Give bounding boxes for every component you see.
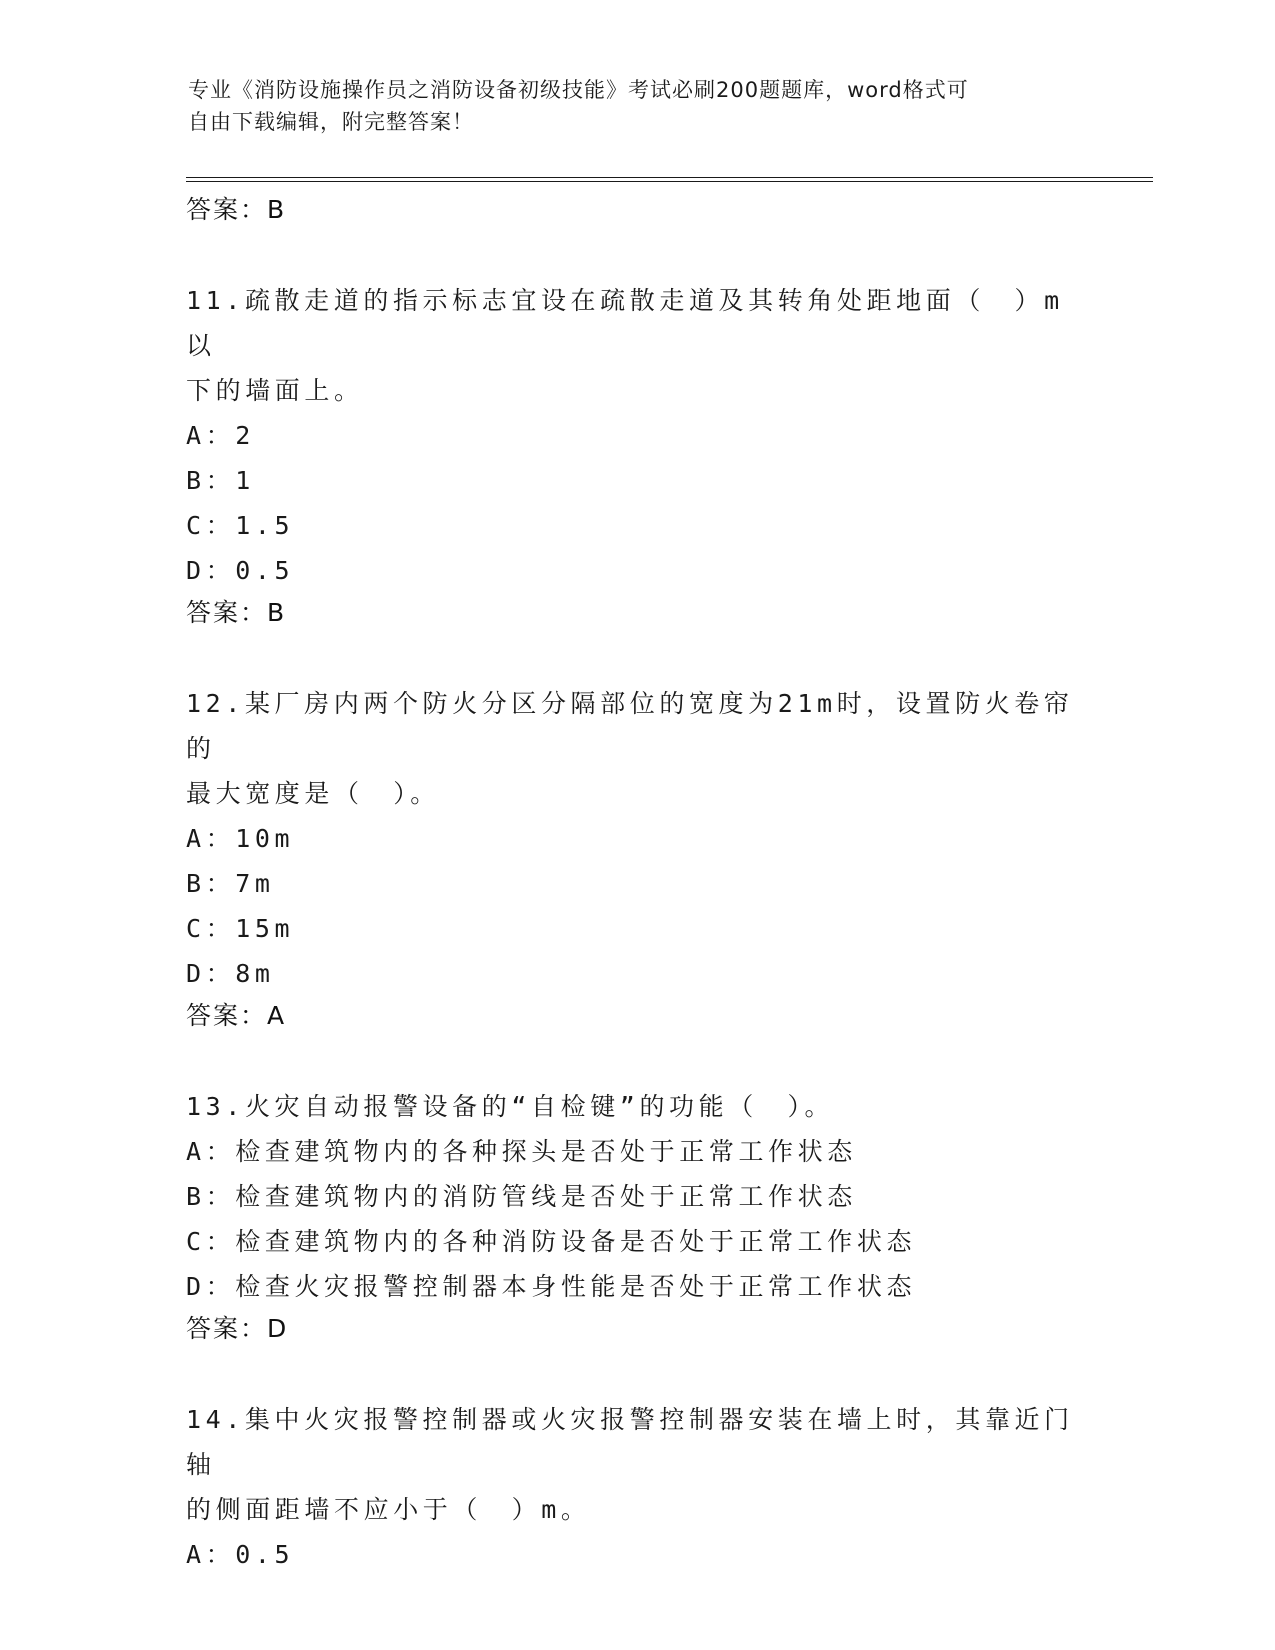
option-a: A：检查建筑物内的各种探头是否处于正常工作状态 <box>186 1137 857 1166</box>
question-block <box>186 1397 1086 1577</box>
question-stem-line: 最大宽度是（ ）。 <box>186 779 440 808</box>
option-a: A：2 <box>186 421 255 450</box>
option-b: B：7m <box>186 869 275 898</box>
question-block <box>186 278 1086 633</box>
question-stem-line: 13.火灾自动报警设备的“自检键”的功能（ ）。 <box>186 1092 835 1121</box>
option-a: A：10m <box>186 824 295 853</box>
option-d: D：0.5 <box>186 556 295 585</box>
option-a: A：0.5 <box>186 1540 295 1569</box>
answer-line: 答案：D <box>186 1314 289 1343</box>
option-c: C：15m <box>186 914 295 943</box>
question-list <box>186 190 1086 1577</box>
question-stem-line: 的侧面距墙不应小于（ ）m。 <box>186 1495 591 1524</box>
question-stem <box>186 1084 1086 1129</box>
spacer <box>186 1036 1086 1084</box>
question-block <box>186 681 1086 1036</box>
question-stem-line: 下的墙面上。 <box>186 376 364 405</box>
question-stem <box>186 681 1086 816</box>
option-d: D：检查火灾报警控制器本身性能是否处于正常工作状态 <box>186 1272 917 1301</box>
header-line-2: 自由下载编辑，附完整答案！ <box>188 110 474 134</box>
header-line-1: 专业《消防设施操作员之消防设备初级技能》考试必刷200题题库，word格式可 <box>188 78 969 102</box>
page-header <box>188 74 1088 138</box>
question-stem-line: 14.集中火灾报警控制器或火灾报警控制器安装在墙上时，其靠近门轴 <box>186 1405 1074 1479</box>
spacer <box>186 230 1086 278</box>
question-stem <box>186 278 1086 413</box>
spacer <box>186 1349 1086 1397</box>
question-stem-line: 11.疏散走道的指示标志宜设在疏散走道及其转角处距地面（ ）m以 <box>186 286 1064 360</box>
question-stem <box>186 1397 1086 1532</box>
header-divider <box>186 177 1153 182</box>
answer-line: 答案：B <box>186 598 287 627</box>
option-c: C：检查建筑物内的各种消防设备是否处于正常工作状态 <box>186 1227 917 1256</box>
spacer <box>186 633 1086 681</box>
option-b: B：检查建筑物内的消防管线是否处于正常工作状态 <box>186 1182 857 1211</box>
question-stem-line: 12.某厂房内两个防火分区分隔部位的宽度为21m时，设置防火卷帘的 <box>186 689 1074 763</box>
answer-line: 答案：B <box>186 195 287 224</box>
question-block <box>186 1084 1086 1349</box>
option-b: B：1 <box>186 466 255 495</box>
option-d: D：8m <box>186 959 275 988</box>
answer-line: 答案：A <box>186 1001 287 1030</box>
option-c: C：1.5 <box>186 511 295 540</box>
